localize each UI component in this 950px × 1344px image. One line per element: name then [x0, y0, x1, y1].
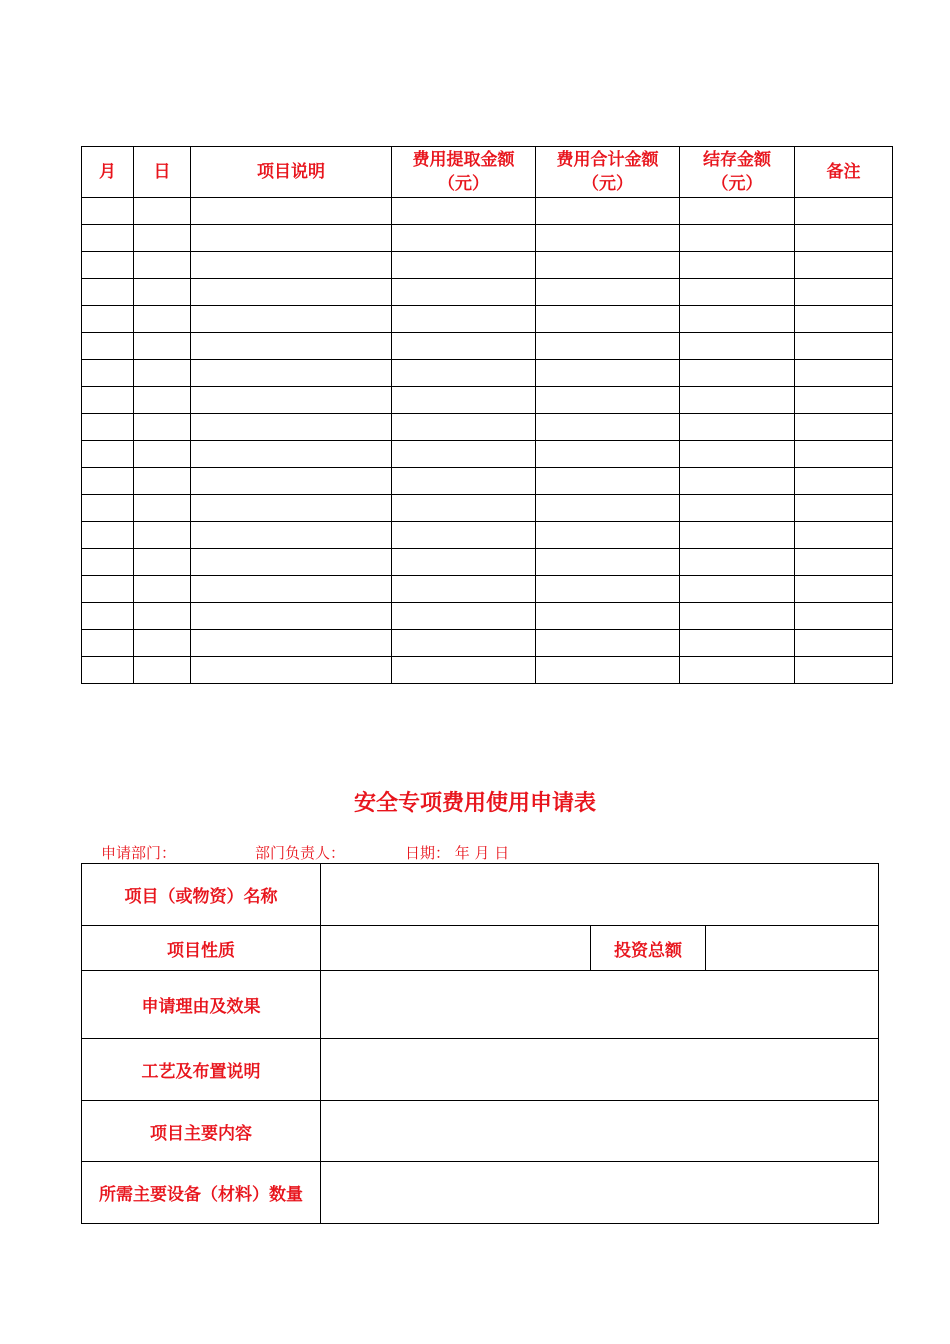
table-cell[interactable]: [536, 495, 680, 522]
table-cell[interactable]: [795, 252, 893, 279]
table-cell[interactable]: [134, 225, 191, 252]
table-row: [82, 225, 893, 252]
table-cell[interactable]: [536, 306, 680, 333]
table-row: [82, 576, 893, 603]
table-cell[interactable]: [536, 225, 680, 252]
table-cell[interactable]: [536, 522, 680, 549]
table-cell[interactable]: [191, 414, 392, 441]
table-cell[interactable]: [82, 495, 134, 522]
table-cell[interactable]: [82, 468, 134, 495]
table-cell[interactable]: [392, 225, 536, 252]
table-cell[interactable]: [795, 387, 893, 414]
table-cell[interactable]: [795, 333, 893, 360]
table-cell[interactable]: [191, 441, 392, 468]
table-cell[interactable]: [134, 576, 191, 603]
table-cell[interactable]: [82, 603, 134, 630]
table-cell[interactable]: [82, 522, 134, 549]
table-cell[interactable]: [392, 603, 536, 630]
table-cell[interactable]: [795, 468, 893, 495]
table-cell[interactable]: [392, 387, 536, 414]
table-cell[interactable]: [134, 441, 191, 468]
table-cell[interactable]: [82, 225, 134, 252]
table-cell[interactable]: [392, 306, 536, 333]
table-row: [82, 468, 893, 495]
table-cell[interactable]: [134, 522, 191, 549]
table-cell[interactable]: [134, 252, 191, 279]
table-cell[interactable]: [134, 387, 191, 414]
table-cell[interactable]: [536, 252, 680, 279]
table-cell[interactable]: [134, 630, 191, 657]
form-row-content: [82, 1101, 879, 1162]
table-cell[interactable]: [680, 360, 795, 387]
table-row: [82, 522, 893, 549]
table-cell[interactable]: [536, 468, 680, 495]
table-row: [82, 549, 893, 576]
header-month: 月: [82, 147, 134, 198]
header-remarks: 备注: [795, 147, 893, 198]
table-cell[interactable]: [795, 657, 893, 684]
table-cell[interactable]: [680, 414, 795, 441]
table-cell[interactable]: [392, 252, 536, 279]
table-cell[interactable]: [392, 495, 536, 522]
table-cell[interactable]: [191, 225, 392, 252]
table-cell[interactable]: [536, 630, 680, 657]
table-cell[interactable]: [392, 657, 536, 684]
table-cell[interactable]: [680, 441, 795, 468]
content-label: 项目主要内容: [82, 1101, 321, 1162]
table-cell[interactable]: [680, 306, 795, 333]
table-cell[interactable]: [795, 306, 893, 333]
table-row: [82, 495, 893, 522]
total-investment-field[interactable]: [706, 926, 879, 971]
table-cell[interactable]: [392, 576, 536, 603]
table-row: [82, 333, 893, 360]
table-cell[interactable]: [191, 198, 392, 225]
applicant-department-label: 申请部门：: [101, 844, 177, 862]
header-balance-amount: 结存金额 （元）: [680, 147, 795, 198]
table-cell[interactable]: [82, 414, 134, 441]
table-row: [82, 387, 893, 414]
table-cell[interactable]: [795, 495, 893, 522]
table-cell[interactable]: [536, 360, 680, 387]
table-cell[interactable]: [680, 387, 795, 414]
table-row: [82, 414, 893, 441]
table-cell[interactable]: [82, 441, 134, 468]
table-cell[interactable]: [191, 468, 392, 495]
table-cell[interactable]: [795, 279, 893, 306]
table-cell[interactable]: [536, 387, 680, 414]
table-cell[interactable]: [795, 360, 893, 387]
form-row-item-nature: [82, 926, 879, 971]
department-head-label: 部门负责人：: [255, 844, 346, 862]
table-cell[interactable]: [795, 414, 893, 441]
table-cell[interactable]: [191, 387, 392, 414]
table-cell[interactable]: [82, 252, 134, 279]
table-cell[interactable]: [392, 279, 536, 306]
table-cell[interactable]: [680, 333, 795, 360]
table-cell[interactable]: [795, 522, 893, 549]
table-cell[interactable]: [795, 630, 893, 657]
table-cell[interactable]: [82, 630, 134, 657]
table-cell[interactable]: [82, 576, 134, 603]
table-cell[interactable]: [680, 603, 795, 630]
equipment-field[interactable]: [321, 1162, 879, 1224]
table-cell[interactable]: [134, 279, 191, 306]
table-cell[interactable]: [680, 279, 795, 306]
process-label: 工艺及布置说明: [82, 1039, 321, 1101]
table-cell[interactable]: [392, 468, 536, 495]
table-cell[interactable]: [536, 441, 680, 468]
table-cell[interactable]: [680, 198, 795, 225]
table-cell[interactable]: [795, 441, 893, 468]
table-cell[interactable]: [191, 306, 392, 333]
table-cell[interactable]: [82, 333, 134, 360]
table-cell[interactable]: [536, 549, 680, 576]
table-cell[interactable]: [191, 333, 392, 360]
table-cell[interactable]: [134, 333, 191, 360]
table-cell[interactable]: [536, 414, 680, 441]
table-cell[interactable]: [82, 549, 134, 576]
form-row-reason: [82, 971, 879, 1039]
table-cell[interactable]: [82, 657, 134, 684]
table-cell[interactable]: [536, 279, 680, 306]
ledger-body: [82, 198, 893, 684]
table-cell[interactable]: [536, 603, 680, 630]
item-nature-field[interactable]: [321, 926, 591, 971]
table-cell[interactable]: [392, 333, 536, 360]
table-cell[interactable]: [392, 630, 536, 657]
table-row: [82, 360, 893, 387]
table-cell[interactable]: [392, 360, 536, 387]
table-cell[interactable]: [82, 279, 134, 306]
table-cell[interactable]: [680, 630, 795, 657]
table-cell[interactable]: [191, 495, 392, 522]
table-cell[interactable]: [82, 306, 134, 333]
table-cell[interactable]: [82, 387, 134, 414]
application-form-table: [81, 863, 879, 1224]
table-cell[interactable]: [392, 414, 536, 441]
table-row: [82, 252, 893, 279]
content-field[interactable]: [321, 1101, 879, 1162]
table-cell[interactable]: [191, 576, 392, 603]
form-row-equipment: [82, 1162, 879, 1224]
table-cell[interactable]: [795, 198, 893, 225]
table-row: [82, 657, 893, 684]
table-cell[interactable]: [536, 333, 680, 360]
ledger-header-row: [82, 147, 893, 198]
table-cell[interactable]: [795, 603, 893, 630]
item-name-label: 项目（或物资）名称: [82, 864, 321, 926]
header-withdrawal-amount: 费用提取金额 （元）: [392, 147, 536, 198]
table-cell[interactable]: [134, 495, 191, 522]
table-cell[interactable]: [191, 549, 392, 576]
table-cell[interactable]: [134, 306, 191, 333]
table-cell[interactable]: [536, 576, 680, 603]
table-row: [82, 306, 893, 333]
table-row: [82, 630, 893, 657]
table-cell[interactable]: [680, 495, 795, 522]
table-cell[interactable]: [191, 360, 392, 387]
table-cell[interactable]: [191, 522, 392, 549]
table-cell[interactable]: [191, 657, 392, 684]
date-label: 日期： 年 月 日: [405, 844, 510, 862]
table-cell[interactable]: [795, 225, 893, 252]
form-row-process: [82, 1039, 879, 1101]
table-cell[interactable]: [82, 360, 134, 387]
table-cell[interactable]: [191, 252, 392, 279]
table-cell[interactable]: [795, 576, 893, 603]
form-title: 安全专项费用使用申请表: [353, 790, 596, 816]
table-cell[interactable]: [191, 279, 392, 306]
table-cell[interactable]: [82, 198, 134, 225]
table-cell[interactable]: [680, 522, 795, 549]
table-cell[interactable]: [392, 441, 536, 468]
table-cell[interactable]: [680, 252, 795, 279]
process-field[interactable]: [321, 1039, 879, 1101]
total-investment-label: 投资总额: [591, 926, 706, 971]
form-row-item-name: [82, 864, 879, 926]
header-total-amount: 费用合计金额 （元）: [536, 147, 680, 198]
table-row: [82, 279, 893, 306]
table-cell[interactable]: [680, 225, 795, 252]
table-cell[interactable]: [680, 576, 795, 603]
table-cell[interactable]: [134, 549, 191, 576]
table-row: [82, 198, 893, 225]
table-cell[interactable]: [536, 657, 680, 684]
table-cell[interactable]: [134, 360, 191, 387]
table-cell[interactable]: [134, 468, 191, 495]
table-cell[interactable]: [392, 198, 536, 225]
table-cell[interactable]: [134, 198, 191, 225]
table-cell[interactable]: [680, 657, 795, 684]
header-description: 项目说明: [191, 147, 392, 198]
table-cell[interactable]: [680, 468, 795, 495]
table-cell[interactable]: [134, 414, 191, 441]
table-cell[interactable]: [536, 198, 680, 225]
reason-label: 申请理由及效果: [82, 971, 321, 1039]
table-cell[interactable]: [191, 603, 392, 630]
table-cell[interactable]: [134, 657, 191, 684]
item-nature-label: 项目性质: [82, 926, 321, 971]
table-row: [82, 441, 893, 468]
table-cell[interactable]: [392, 549, 536, 576]
table-cell[interactable]: [795, 549, 893, 576]
item-name-field[interactable]: [321, 864, 879, 926]
expense-ledger-table: [81, 146, 893, 684]
table-cell[interactable]: [191, 630, 392, 657]
table-cell[interactable]: [680, 549, 795, 576]
table-row: [82, 603, 893, 630]
reason-field[interactable]: [321, 971, 879, 1039]
header-day: 日: [134, 147, 191, 198]
equipment-label: 所需主要设备（材料）数量: [82, 1162, 321, 1224]
table-cell[interactable]: [392, 522, 536, 549]
table-cell[interactable]: [134, 603, 191, 630]
